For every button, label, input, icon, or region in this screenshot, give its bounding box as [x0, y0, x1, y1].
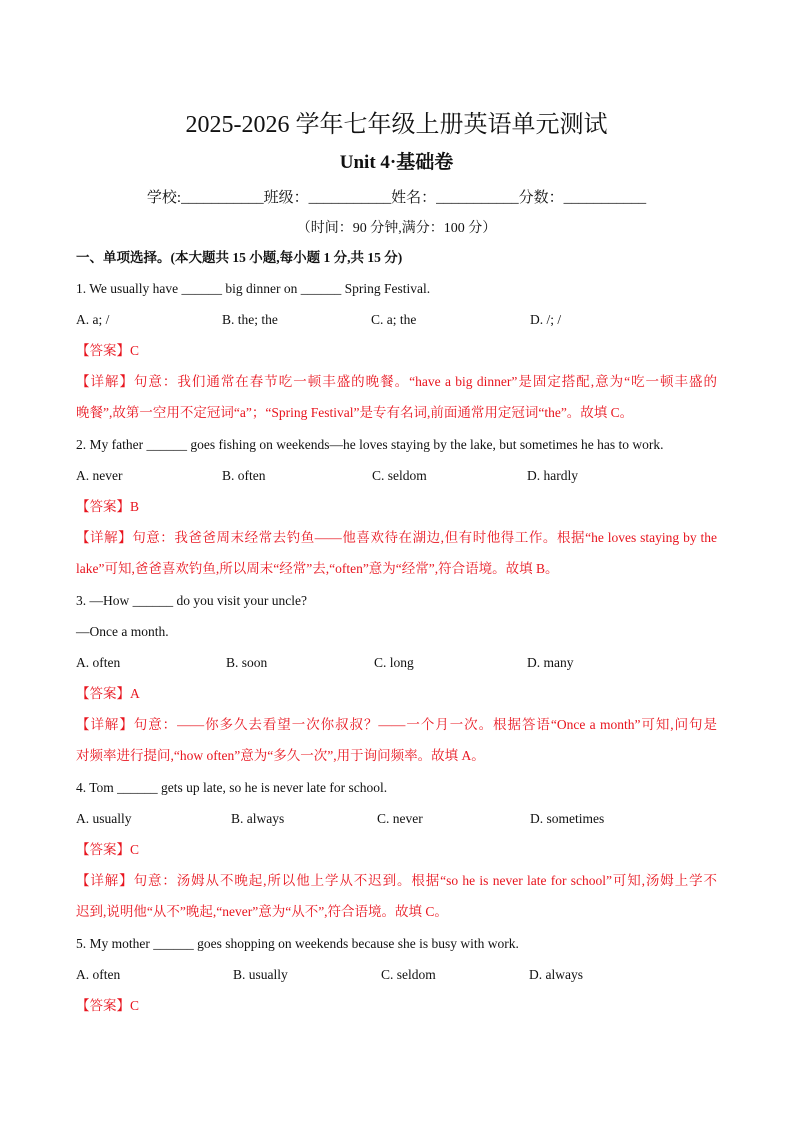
option-a: A. often — [76, 655, 121, 670]
answer: 【答案】C — [76, 343, 140, 358]
question-stem: 4. Tom ______ gets up late, so he is never late for school. — [76, 780, 388, 795]
answer: 【答案】C — [76, 842, 140, 857]
option-a: A. never — [76, 468, 123, 483]
explanation-line: 【详解】句意：我们通常在春节吃一顿丰盛的晚餐。“have a big dinner”是固定搭配,意为“吃一顿丰盛的 — [76, 374, 717, 389]
page-subtitle: Unit 4·基础卷 — [339, 152, 454, 173]
answer: 【答案】B — [76, 499, 140, 514]
option-b: B. usually — [233, 967, 288, 982]
option-a: A. often — [76, 967, 121, 982]
option-b: B. soon — [226, 655, 268, 670]
option-b: B. always — [231, 811, 285, 826]
explanation-line: 【详解】句意：——你多久去看望一次你叔叔？——一个月一次。根据答语“Once a month”可知,问句是 — [76, 717, 717, 732]
question-stem: 1. We usually have ______ big dinner on ______ Spring Festival. — [76, 281, 431, 296]
explanation-line: lake”可知,爸爸喜欢钓鱼,所以周末“经常”去,“often”意为“经常”,符合语境。故填 B。 — [76, 561, 559, 576]
explanation-line: 晚餐”,故第一空用不定冠词“a”；“Spring Festival”是专有名词,前面通常用定冠词“the”。故填 C。 — [76, 405, 634, 420]
option-c: C. never — [377, 811, 423, 826]
answer: 【答案】C — [76, 998, 140, 1013]
option-c: C. seldom — [381, 967, 436, 982]
option-d: D. sometimes — [530, 811, 605, 826]
option-d: D. /; / — [530, 312, 562, 327]
option-b: B. the; the — [222, 312, 278, 327]
explanation-line: 对频率进行提问,“how often”意为“多久一次”,用于询问频率。故填 A。 — [76, 748, 485, 763]
option-c: C. seldom — [372, 468, 427, 483]
answer: 【答案】A — [76, 686, 140, 701]
option-d: D. hardly — [527, 468, 578, 483]
option-a: A. usually — [76, 811, 132, 826]
option-c: C. long — [374, 655, 414, 670]
explanation-line: 【详解】句意：我爸爸周末经常去钓鱼——他喜欢待在湖边,但有时他得工作。根据“he loves staying by the — [76, 530, 717, 545]
time-score-note: （时间：90 分钟,满分：100 分） — [296, 221, 497, 236]
option-a: A. a; / — [76, 312, 110, 327]
explanation-line: 迟到,说明他“从不”晚起,“never”意为“从不”,符合语境。故填 C。 — [76, 904, 448, 919]
question-reply: —Once a month. — [76, 624, 169, 639]
option-d: D. many — [527, 655, 574, 670]
explanation-line: 【详解】句意：汤姆从不晚起,所以他上学从不迟到。根据“so he is never late for school”可知,汤姆上学不 — [76, 873, 717, 888]
question-stem: 3. —How ______ do you visit your uncle? — [76, 593, 307, 608]
option-c: C. a; the — [371, 312, 417, 327]
option-d: D. always — [529, 967, 583, 982]
student-info-line: 学校:___________班级：___________姓名：___________分数：___________ — [146, 190, 647, 206]
option-b: B. often — [222, 468, 266, 483]
section-heading: 一、单项选择。(本大题共 15 小题,每小题 1 分,共 15 分) — [76, 250, 403, 265]
page-title: 2025-2026 学年七年级上册英语单元测试 — [185, 112, 608, 138]
question-stem: 5. My mother ______ goes shopping on weekends because she is busy with work. — [76, 936, 519, 951]
question-stem: 2. My father ______ goes fishing on weekends—he loves staying by the lake, but sometimes he has to work. — [76, 437, 664, 452]
